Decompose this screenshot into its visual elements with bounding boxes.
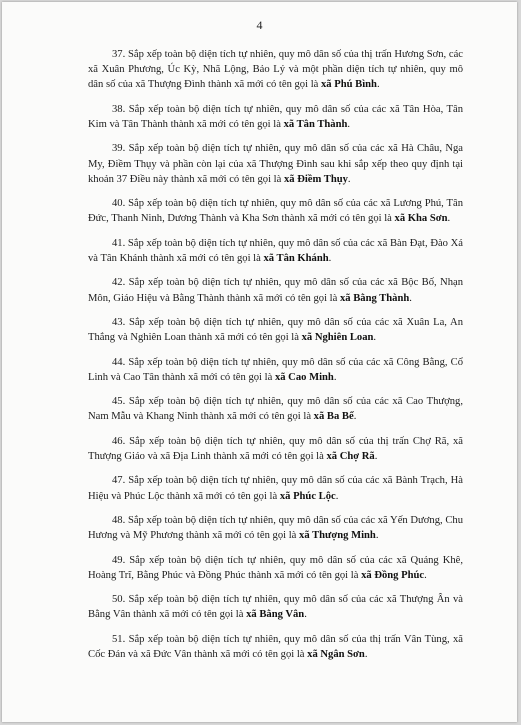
article-list xyxy=(88,47,463,671)
new-commune-name: xã Ngân Sơn xyxy=(307,648,365,660)
document-page xyxy=(2,2,517,722)
new-commune-name: xã Điềm Thụy xyxy=(283,173,348,185)
article-paragraph: 43. Sắp xếp toàn bộ diện tích tự nhiên, quy mô dân số của các xã Xuân La, An Thắng và Nghiên Loan thành xã mới có tên gọi là xã Nghiên Loan. xyxy=(88,316,463,344)
article-paragraph: 46. Sắp xếp toàn bộ diện tích tự nhiên, quy mô dân số của thị trấn Chợ Rã, xã Thượng Giáo và xã Địa Linh thành xã mới có tên gọi là xã Chợ Rã. xyxy=(88,435,463,462)
article-paragraph: 51. Sắp xếp toàn bộ diện tích tự nhiên, quy mô dân số của thị trấn Vân Tùng, xã Cốc Đán và xã Đức Vân thành xã mới có tên gọi là xã Ngân Sơn. xyxy=(88,633,463,660)
new-commune-name: xã Phú Bình xyxy=(321,79,377,91)
article-paragraph: 42. Sắp xếp toàn bộ diện tích tự nhiên, quy mô dân số của các xã Bộc Bố, Nhạn Môn, Giáo Hiệu và Bằng Thành thành xã mới có tên gọi là xã Bằng Thành. xyxy=(88,277,463,304)
article-paragraph: 47. Sắp xếp toàn bộ diện tích tự nhiên, quy mô dân số của các xã Bành Trạch, Hà Hiệu và Phúc Lộc thành xã mới có tên gọi là xã Phúc Lộc. xyxy=(88,475,463,502)
new-commune-name: xã Cao Minh xyxy=(274,371,334,383)
new-commune-name: xã Thượng Minh xyxy=(299,530,376,542)
new-commune-name: xã Phúc Lộc xyxy=(279,490,336,502)
new-commune-name: xã Chợ Rã xyxy=(326,450,375,462)
new-commune-name: xã Tân Khánh xyxy=(263,252,329,264)
new-commune-name: xã Kha Sơn xyxy=(394,213,448,225)
article-paragraph: 38. Sắp xếp toàn bộ diện tích tự nhiên, quy mô dân số của các xã Tân Hòa, Tân Kim và Tân Thành thành xã mới có tên gọi là xã Tân Thành. xyxy=(88,103,463,130)
new-commune-name: xã Bằng Vân xyxy=(246,609,305,621)
new-commune-name: xã Nghiên Loan xyxy=(301,332,374,344)
article-paragraph: 45. Sắp xếp toàn bộ diện tích tự nhiên, quy mô dân số của các xã Cao Thượng, Nam Mẫu và Khang Ninh thành xã mới có tên gọi là xã Ba Bể. xyxy=(88,396,463,423)
article-paragraph: 49. Sắp xếp toàn bộ diện tích tự nhiên, quy mô dân số của các xã Quảng Khê, Hoàng Trĩ, Bằng Phúc và Đồng Phúc thành xã mới có tên gọi là xã Đồng Phúc. xyxy=(88,554,463,581)
new-commune-name: xã Bằng Thành xyxy=(339,292,410,304)
article-paragraph: 48. Sắp xếp toàn bộ diện tích tự nhiên, quy mô dân số của các xã Yến Dương, Chu Hương và Mỹ Phương thành xã mới có tên gọi là xã Thượng Minh. xyxy=(88,514,463,542)
article-paragraph: 44. Sắp xếp toàn bộ diện tích tự nhiên, quy mô dân số của các xã Công Bằng, Cổ Linh và Cao Tân thành xã mới có tên gọi là xã Cao Minh. xyxy=(88,356,463,383)
new-commune-name: xã Đồng Phúc xyxy=(361,569,425,581)
page-number: 4 xyxy=(256,18,263,32)
new-commune-name: xã Ba Bể xyxy=(313,411,354,423)
article-paragraph: 39. Sắp xếp toàn bộ diện tích tự nhiên, quy mô dân số của các xã Hà Châu, Nga My, Điềm Thụy và phần còn lại của xã Thượng Đình sau khi sắp xếp theo quy định tại khoản 37 Điều này thành xã mới có tên gọi là xã Điềm Thụy. xyxy=(88,143,463,185)
article-paragraph: 40. Sắp xếp toàn bộ diện tích tự nhiên, quy mô dân số của các xã Lương Phú, Tân Đức, Thanh Ninh, Dương Thành và Kha Sơn thành xã mới có tên gọi là xã Kha Sơn. xyxy=(88,198,463,225)
new-commune-name: xã Tân Thành xyxy=(283,119,348,130)
article-paragraph: 50. Sắp xếp toàn bộ diện tích tự nhiên, quy mô dân số của các xã Thượng Ân và Bằng Vân thành xã mới có tên gọi là xã Bằng Vân. xyxy=(88,594,463,621)
article-paragraph: 37. Sắp xếp toàn bộ diện tích tự nhiên, quy mô dân số của thị trấn Hương Sơn, các xã Xuân Phương, Úc Kỳ, Nhã Lộng, Bảo Lý và một phần diện tích tự nhiên, quy mô dân số của xã Thượng Đình thành xã mới có tên gọi là xã Phú Bình. xyxy=(88,49,463,91)
article-paragraph: 41. Sắp xếp toàn bộ diện tích tự nhiên, quy mô dân số của các xã Bàn Đạt, Đào Xá và Tân Khánh thành xã mới có tên gọi là xã Tân Khánh. xyxy=(88,237,463,264)
